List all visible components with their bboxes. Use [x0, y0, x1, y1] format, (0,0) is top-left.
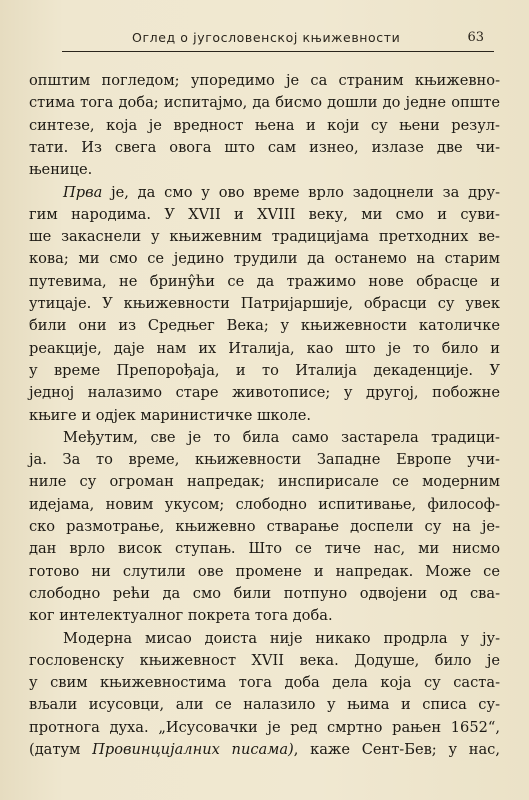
text-line: у време Препорођаја, и то Италија декаденције. У: [29, 361, 500, 379]
text-line: вљали исусовци, али се налазило у њима и списа су-: [29, 696, 500, 714]
text-line: (датум Провинцијалних писама), каже Сент-Бев; у нас,: [29, 741, 500, 758]
text-line: тати. Из свега овога што сам изнео, излазе две чи-: [29, 138, 500, 156]
text-line: готово ни слутили ове промене и напредак. Може се: [29, 562, 500, 580]
text-line: једној налазимо старе животописе; у другој, побожне: [29, 384, 500, 402]
text-line: протнога духа. „Исусовачки је ред смртно рањен 1652“,: [29, 718, 500, 736]
text-line: ниле су огроман напредак; инспирисале се модерним: [29, 473, 500, 491]
text-line: Међутим, све је то била само застарела традици-: [63, 428, 500, 446]
text-line: ког интелектуалног покрета тога доба.: [29, 607, 333, 625]
text-line: Модерна мисао доиста није никако продрла у ју-: [63, 629, 500, 647]
text-line: Прва је, да смо у ово време врло задоцнели за дру-: [63, 183, 500, 201]
text-line: били они из Средњег Века; у књижевности католичке: [29, 317, 500, 335]
text-line: њенице.: [29, 161, 93, 179]
header-rule: [62, 51, 494, 52]
text-line: гим народима. У XVII и XVIII веку, ми смо и суви-: [29, 205, 500, 223]
text-line: гословенску књижевност XVII века. Додуше, било је: [29, 651, 500, 669]
running-title: Оглед о југословенској књижевности: [132, 30, 401, 45]
text-line: путевима, не брину̂ћи се да тражимо нове обрасце и: [29, 272, 500, 290]
text-line: утицаје. У књижевности Патријаршије, обрасци су увек: [29, 295, 500, 312]
text-line: ја. За то време, књижевности Западне Европе учи-: [29, 451, 500, 469]
text-line: слободно рећи да смо били потпуно одвојени од сва-: [29, 584, 500, 602]
text-line: књиге и одјек маринистичке школе.: [29, 406, 311, 424]
emphasis: Прва: [63, 183, 103, 201]
text-line: ше закаснели у књижевним традицијама претходних ве-: [29, 228, 500, 246]
page-number: 63: [467, 30, 484, 45]
emphasis: Провинцијалних писама): [92, 741, 294, 758]
text-line: општим погледом; упоредимо је са страним књижевно-: [29, 72, 500, 89]
text-line: у свим књижевностима тога доба дела која су саста-: [29, 674, 500, 692]
text-line: идејама, новим укусом; слободно испитивање, философ-: [29, 495, 500, 513]
text-line: ско размотрање, књижевно стварање доспели су на је-: [29, 518, 500, 535]
text-line: синтезе, која је вредност њена и који су њени резул-: [29, 116, 500, 134]
text-line: кова; ми смо се једино трудили да останемо на старим: [29, 250, 500, 268]
text-line: дан врло висок ступањ. Што се тиче нас, ми нисмо: [29, 540, 500, 558]
text-line: реакције, даје нам их Италија, као што је то било и: [29, 339, 500, 357]
text-line: стима тога доба; испитајмо, да бисмо дошли до једне опште: [29, 94, 500, 112]
page-header: [62, 30, 492, 52]
